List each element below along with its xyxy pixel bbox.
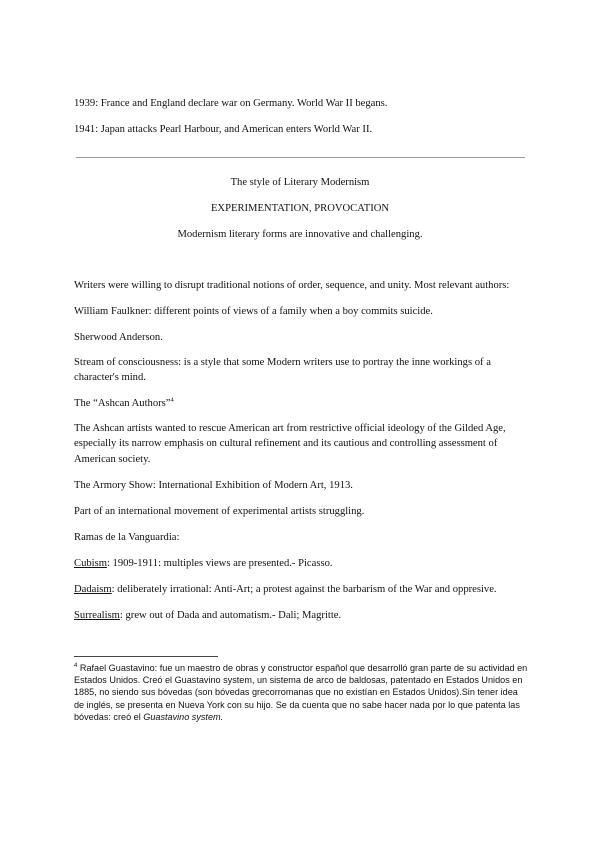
movement-surrealism <box>74 609 341 623</box>
paragraph-writers: Writers were willing to disrupt traditional notions of order, sequence, and unity. Most relevant authors: <box>74 280 510 291</box>
paragraph-faulkner: William Faulkner: different points of views of a family when a boy commits suicide. <box>74 306 433 317</box>
paragraph-armory-show: The Armory Show: International Exhibition of Modern Art, 1913. <box>74 480 353 491</box>
section-title: The style of Literary Modernism <box>230 177 370 188</box>
movement-name-dadaism: Dadaism <box>74 584 112 595</box>
paragraph-ashcan-authors <box>74 397 174 411</box>
horizontal-divider <box>76 157 525 158</box>
footnote-number: 4 <box>74 662 78 669</box>
footnote-italic-term: Guastavino system. <box>143 711 224 722</box>
paragraph-anderson: Sherwood Anderson. <box>74 332 163 343</box>
footnote-4 <box>74 662 530 723</box>
section-subtitle: EXPERIMENTATION, PROVOCATION <box>210 203 390 214</box>
movement-name-cubism: Cubism <box>74 558 107 569</box>
footnote-text: Rafael Guastavino: fue un maestro de obras y constructor español que desarrolló gran parte de su actividad en Estados Unidos. Creó el Guastavino system, un sistema de arco de baldosas, patentado en Estados Unidos en 1885, no siendo sus bóvedas (son bóvedas grecorromanas que no existían en Estados Unidos).Sin tener idea de inglés, se presenta en Nueva York con su hijo. Se da cuenta que no sabe hacer nada por lo que patenta las bóvedas: creó el <box>74 663 528 722</box>
footnote-separator <box>74 656 218 657</box>
movement-desc-dadaism: : deliberately irrational: Anti-Art; a protest against the barbarism of the War and oppresive. <box>111 584 497 595</box>
paragraph-stream-of-consciousness: Stream of consciousness: is a style that some Modern writers use to portray the inne workings of a character's mind. <box>74 357 491 384</box>
timeline-1939: 1939: France and England declare war on Germany. World War II begans. <box>74 98 388 109</box>
movement-cubism <box>74 557 333 571</box>
movement-desc-surrealism: : grew out of Dada and automatism.- Dali; Magritte. <box>119 610 342 621</box>
movement-dadaism <box>74 583 497 597</box>
section-intro: Modernism literary forms are innovative and challenging. <box>177 229 423 240</box>
movement-desc-cubism: : 1909-1911: multiples views are presented.- Picasso. <box>106 558 333 569</box>
movement-name-surrealism: Surrealism <box>74 610 120 621</box>
ashcan-authors-text: The “Ashcan Authors” <box>74 398 171 409</box>
timeline-1941: 1941: Japan attacks Pearl Harbour, and American enters World War II. <box>74 124 373 135</box>
paragraph-ramas: Ramas de la Vanguardia: <box>74 532 180 543</box>
paragraph-ashcan-artists: The Ashcan artists wanted to rescue American art from restrictive official ideology of the Gilded Age, especially its narrow emphasis on cultural refinement and its cautious and controlling assessment of American society. <box>74 423 506 465</box>
footnote-reference-4[interactable]: 4 <box>170 396 174 404</box>
paragraph-international-movement: Part of an international movement of experimental artists struggling. <box>74 506 365 517</box>
